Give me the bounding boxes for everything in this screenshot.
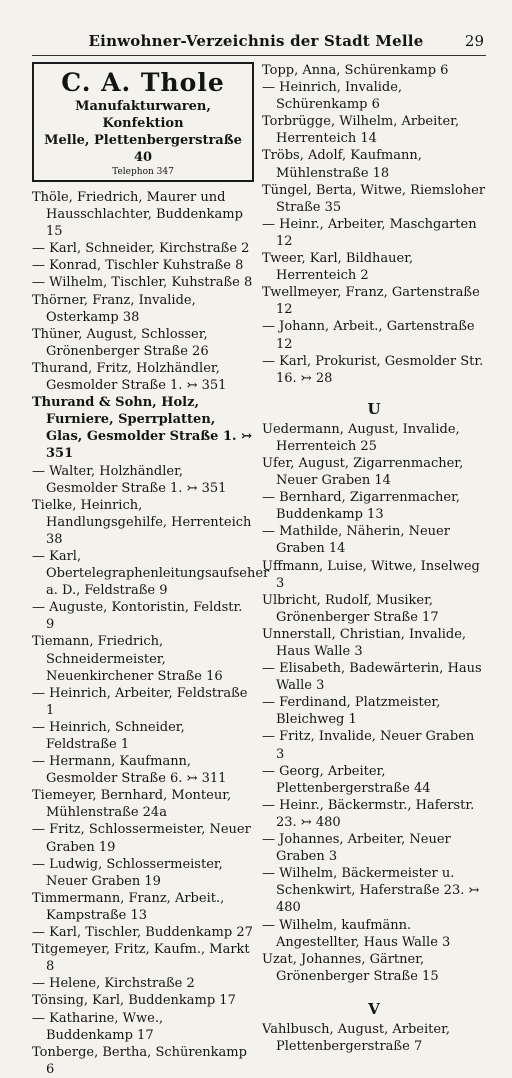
directory-entry: — Ludwig, Schlossermeister, Neuer Graben 19 [32,856,223,889]
right-entry-list-v [262,1021,486,1055]
directory-entry: — Karl, Obertelegraphenleitungsaufseher a. D., Feldstraße 9 [32,548,270,599]
section-letter-u: U [367,399,381,418]
page-header [0,30,512,56]
directory-entry: Tonberge, Bertha, Schürenkamp 6 [32,1044,247,1077]
right-entry-list-u [262,421,486,985]
directory-entry: Titgemeyer, Fritz, Kaufm., Markt 8 [32,942,250,975]
directory-entry: Tweer, Karl, Bildhauer, Herrenteich 2 [262,251,414,284]
directory-entry: — Katharine, Wwe., Buddenkamp 17 [32,1010,164,1043]
directory-entry: — Karl, Prokurist, Gesmolder Str. 16. ↣ 28 [262,353,484,386]
left-column [32,62,270,1078]
directory-entry: — Wilhelm, Tischler, Kuhstraße 8 [32,275,253,291]
header-rule [32,55,486,56]
directory-entry: — Bernhard, Zigarrenmacher, Buddenkamp 13 [262,490,460,523]
directory-entry: — Hermann, Kaufmann, Gesmolder Straße 6. ↣ 311 [32,754,227,787]
directory-entry: Ufer, August, Zigarrenmacher, Neuer Graben 14 [262,455,464,489]
directory-entry: Uedermann, August, Invalide, Herrenteich 25 [262,421,460,454]
right-entry-list-t [262,62,486,387]
directory-entry: — Johann, Arbeit., Gartenstraße 12 [262,319,475,352]
directory-entry: — Heinr., Arbeiter, Maschgarten 12 [262,216,477,249]
directory-entry: — Ferdinand, Platzmeister, Bleichweg 1 [262,695,441,728]
directory-entry: — Heinrich, Arbeiter, Feldstraße 1 [32,685,248,718]
directory-entry: Tüngel, Berta, Witwe, Riemsloher Straße 35 [262,182,486,215]
directory-entry: Timmermann, Franz, Arbeit., Kampstraße 13 [32,890,225,923]
directory-entry: — Karl, Schneider, Kirchstraße 2 [32,241,250,257]
directory-entry: — Georg, Arbeiter, Plettenbergerstraße 44 [262,763,431,796]
advertisement-box [32,62,254,182]
directory-entry: Tröbs, Adolf, Kaufmann, Mühlenstraße 18 [262,148,422,181]
directory-entry: — Konrad, Tischler Kuhstraße 8 [32,258,244,274]
directory-entry: — Heinrich, Invalide, Schürenkamp 6 [262,80,403,113]
directory-entry: — Mathilde, Näherin, Neuer Graben 14 [262,524,450,557]
directory-entry: Ulbricht, Rudolf, Musiker, Grönenberger Straße 17 [262,592,439,625]
directory-entry: Torbrügge, Wilhelm, Arbeiter, Herrenteich 14 [262,114,460,147]
section-letter-v: V [368,999,380,1018]
directory-entry: Tielke, Heinrich, Handlungsgehilfe, Herrenteich 38 [32,497,252,547]
directory-entry: — Wilhelm, Bäckermeister u. Schenkwirt, Haferstraße 23. ↣ 480 [262,866,480,916]
directory-entry: Vahlbusch, August, Arbeiter, Plettenbergerstraße 7 [262,1021,450,1054]
left-entry-list [32,189,270,1078]
directory-entry: — Wilhelm, kaufmänn. Angestellter, Haus Walle 3 [262,917,451,950]
directory-entry: Tiemann, Friedrich, Schneidermeister, Neuenkirchener Straße 16 [32,634,223,684]
directory-entry: Uzat, Johannes, Gärtner, Grönenberger Straße 15 [262,951,439,984]
directory-entry: — Fritz, Invalide, Neuer Graben 3 [262,729,475,762]
directory-entry: — Karl, Tischler, Buddenkamp 27 [32,925,253,941]
directory-entry: Thurand, Fritz, Holzhändler, Gesmolder Straße 1. ↣ 351 [32,360,227,394]
advert-line-address: Melle, Plettenbergerstraße 40 [44,133,242,165]
page-title: Einwohner-Verzeichnis der Stadt Melle [88,32,424,50]
directory-entry: Tiemeyer, Bernhard, Monteur, Mühlenstraße 24a [32,788,232,821]
directory-entry: — Johannes, Arbeiter, Neuer Graben 3 [262,832,451,865]
directory-entry: Thurand & Sohn, Holz, Furniere, Sperrplatten, Glas, Gesmolder Straße 1. ↣ 351 [32,395,252,462]
advert-company-name: C. A. Thole [61,68,225,97]
right-column [262,62,486,1055]
advert-line-goods: Manufakturwaren, Konfektion [75,99,211,131]
directory-entry: — Elisabeth, Badewärterin, Haus Walle 3 [262,661,482,694]
directory-entry: — Heinr., Bäckermstr., Haferstr. 23. ↣ 480 [262,797,475,830]
directory-entry: — Heinrich, Schneider, Feldstraße 1 [32,719,185,752]
directory-entry: Thüner, August, Schlosser, Grönenberger Straße 26 [32,326,209,359]
directory-entry: Twellmeyer, Franz, Gartenstraße 12 [262,285,480,318]
directory-entry: Tönsing, Karl, Buddenkamp 17 [32,993,236,1009]
directory-entry: — Auguste, Kontoristin, Feldstr. 9 [32,600,243,633]
directory-entry: Thöle, Friedrich, Maurer und Hausschlachter, Buddenkamp 15 [32,190,243,240]
directory-entry: Topp, Anna, Schürenkamp 6 [262,63,449,78]
directory-entry: — Helene, Kirchstraße 2 [32,976,195,992]
directory-entry: Thörner, Franz, Invalide, Osterkamp 38 [32,292,196,325]
directory-entry: Unnerstall, Christian, Invalide, Haus Walle 3 [262,626,467,659]
directory-entry: — Walter, Holzhändler, Gesmolder Straße 1. ↣ 351 [32,463,227,496]
advert-telephone: Telephon 347 [112,167,174,177]
page-number: 29 [464,32,484,50]
directory-entry: — Fritz, Schlossermeister, Neuer Graben 19 [32,822,251,855]
directory-entry: Uffmann, Luise, Witwe, Inselweg 3 [262,558,480,591]
